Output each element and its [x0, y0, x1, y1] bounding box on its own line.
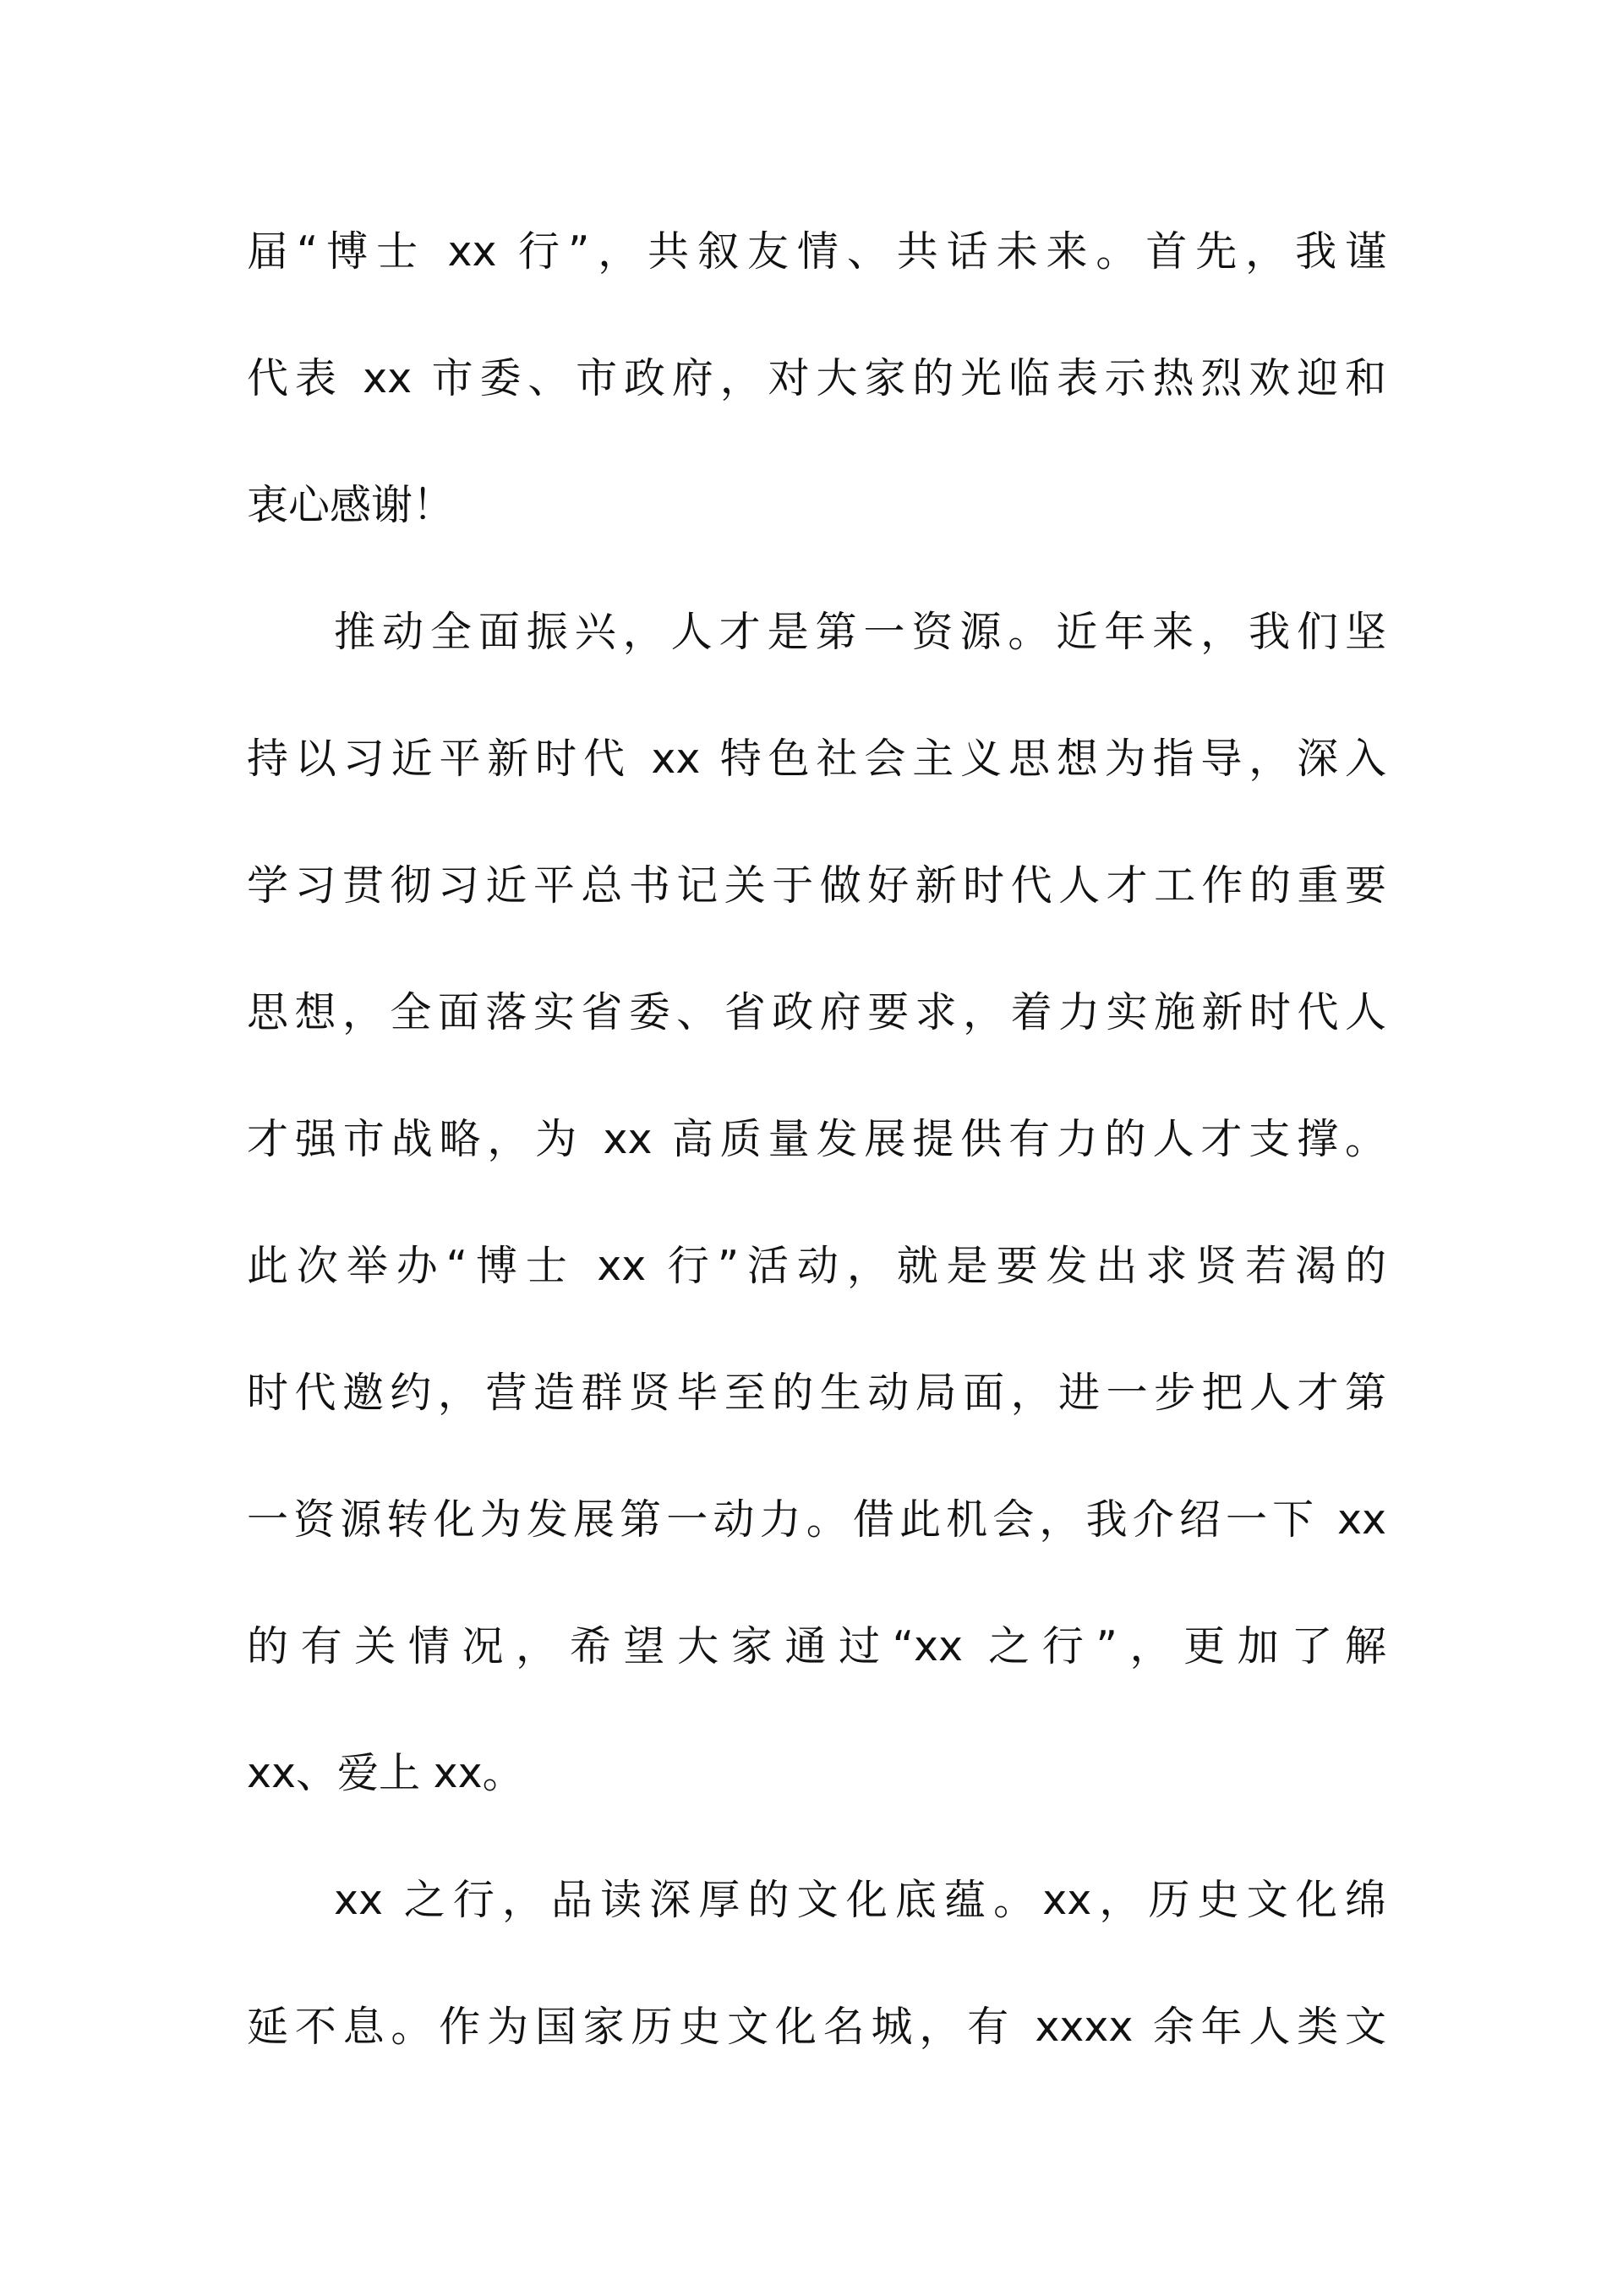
text-line: 代表 xx 市委、市政府，对大家的光临表示热烈欢迎和 — [247, 354, 1386, 402]
text-line: 学习贯彻习近平总书记关于做好新时代人才工作的重要 — [247, 861, 1386, 910]
text-line: 一资源转化为发展第一动力。借此机会，我介绍一下 xx — [247, 1495, 1386, 1544]
text-line: 才强市战略，为 xx 高质量发展提供有力的人才支撑。 — [247, 1115, 1386, 1163]
paragraph-first-line: 推动全面振兴，人才是第一资源。近年来，我们坚 — [334, 608, 1386, 656]
text-line: 的有关情况，希望大家通过“xx 之行”，更加了解 — [247, 1622, 1386, 1670]
text-line: 持以习近平新时代 xx 特色社会主义思想为指导，深入 — [247, 735, 1386, 783]
text-line: 此次举办“博士 xx 行”活动，就是要发出求贤若渴的 — [247, 1242, 1386, 1290]
text-line: 思想，全面落实省委、省政府要求，着力实施新时代人 — [247, 988, 1386, 1036]
text-line: 衷心感谢！ — [247, 481, 455, 529]
text-line: 届“博士 xx 行”，共叙友情、共话未来。首先，我谨 — [247, 227, 1386, 276]
text-line: 时代邀约，营造群贤毕至的生动局面，进一步把人才第 — [247, 1369, 1386, 1417]
paragraph-first-line: xx 之行，品读深厚的文化底蕴。xx，历史文化绵 — [334, 1876, 1386, 1924]
text-line: 延不息。作为国家历史文化名城，有 xxxx 余年人类文 — [247, 2003, 1386, 2051]
text-line: xx、爱上 xx。 — [247, 1749, 524, 1797]
